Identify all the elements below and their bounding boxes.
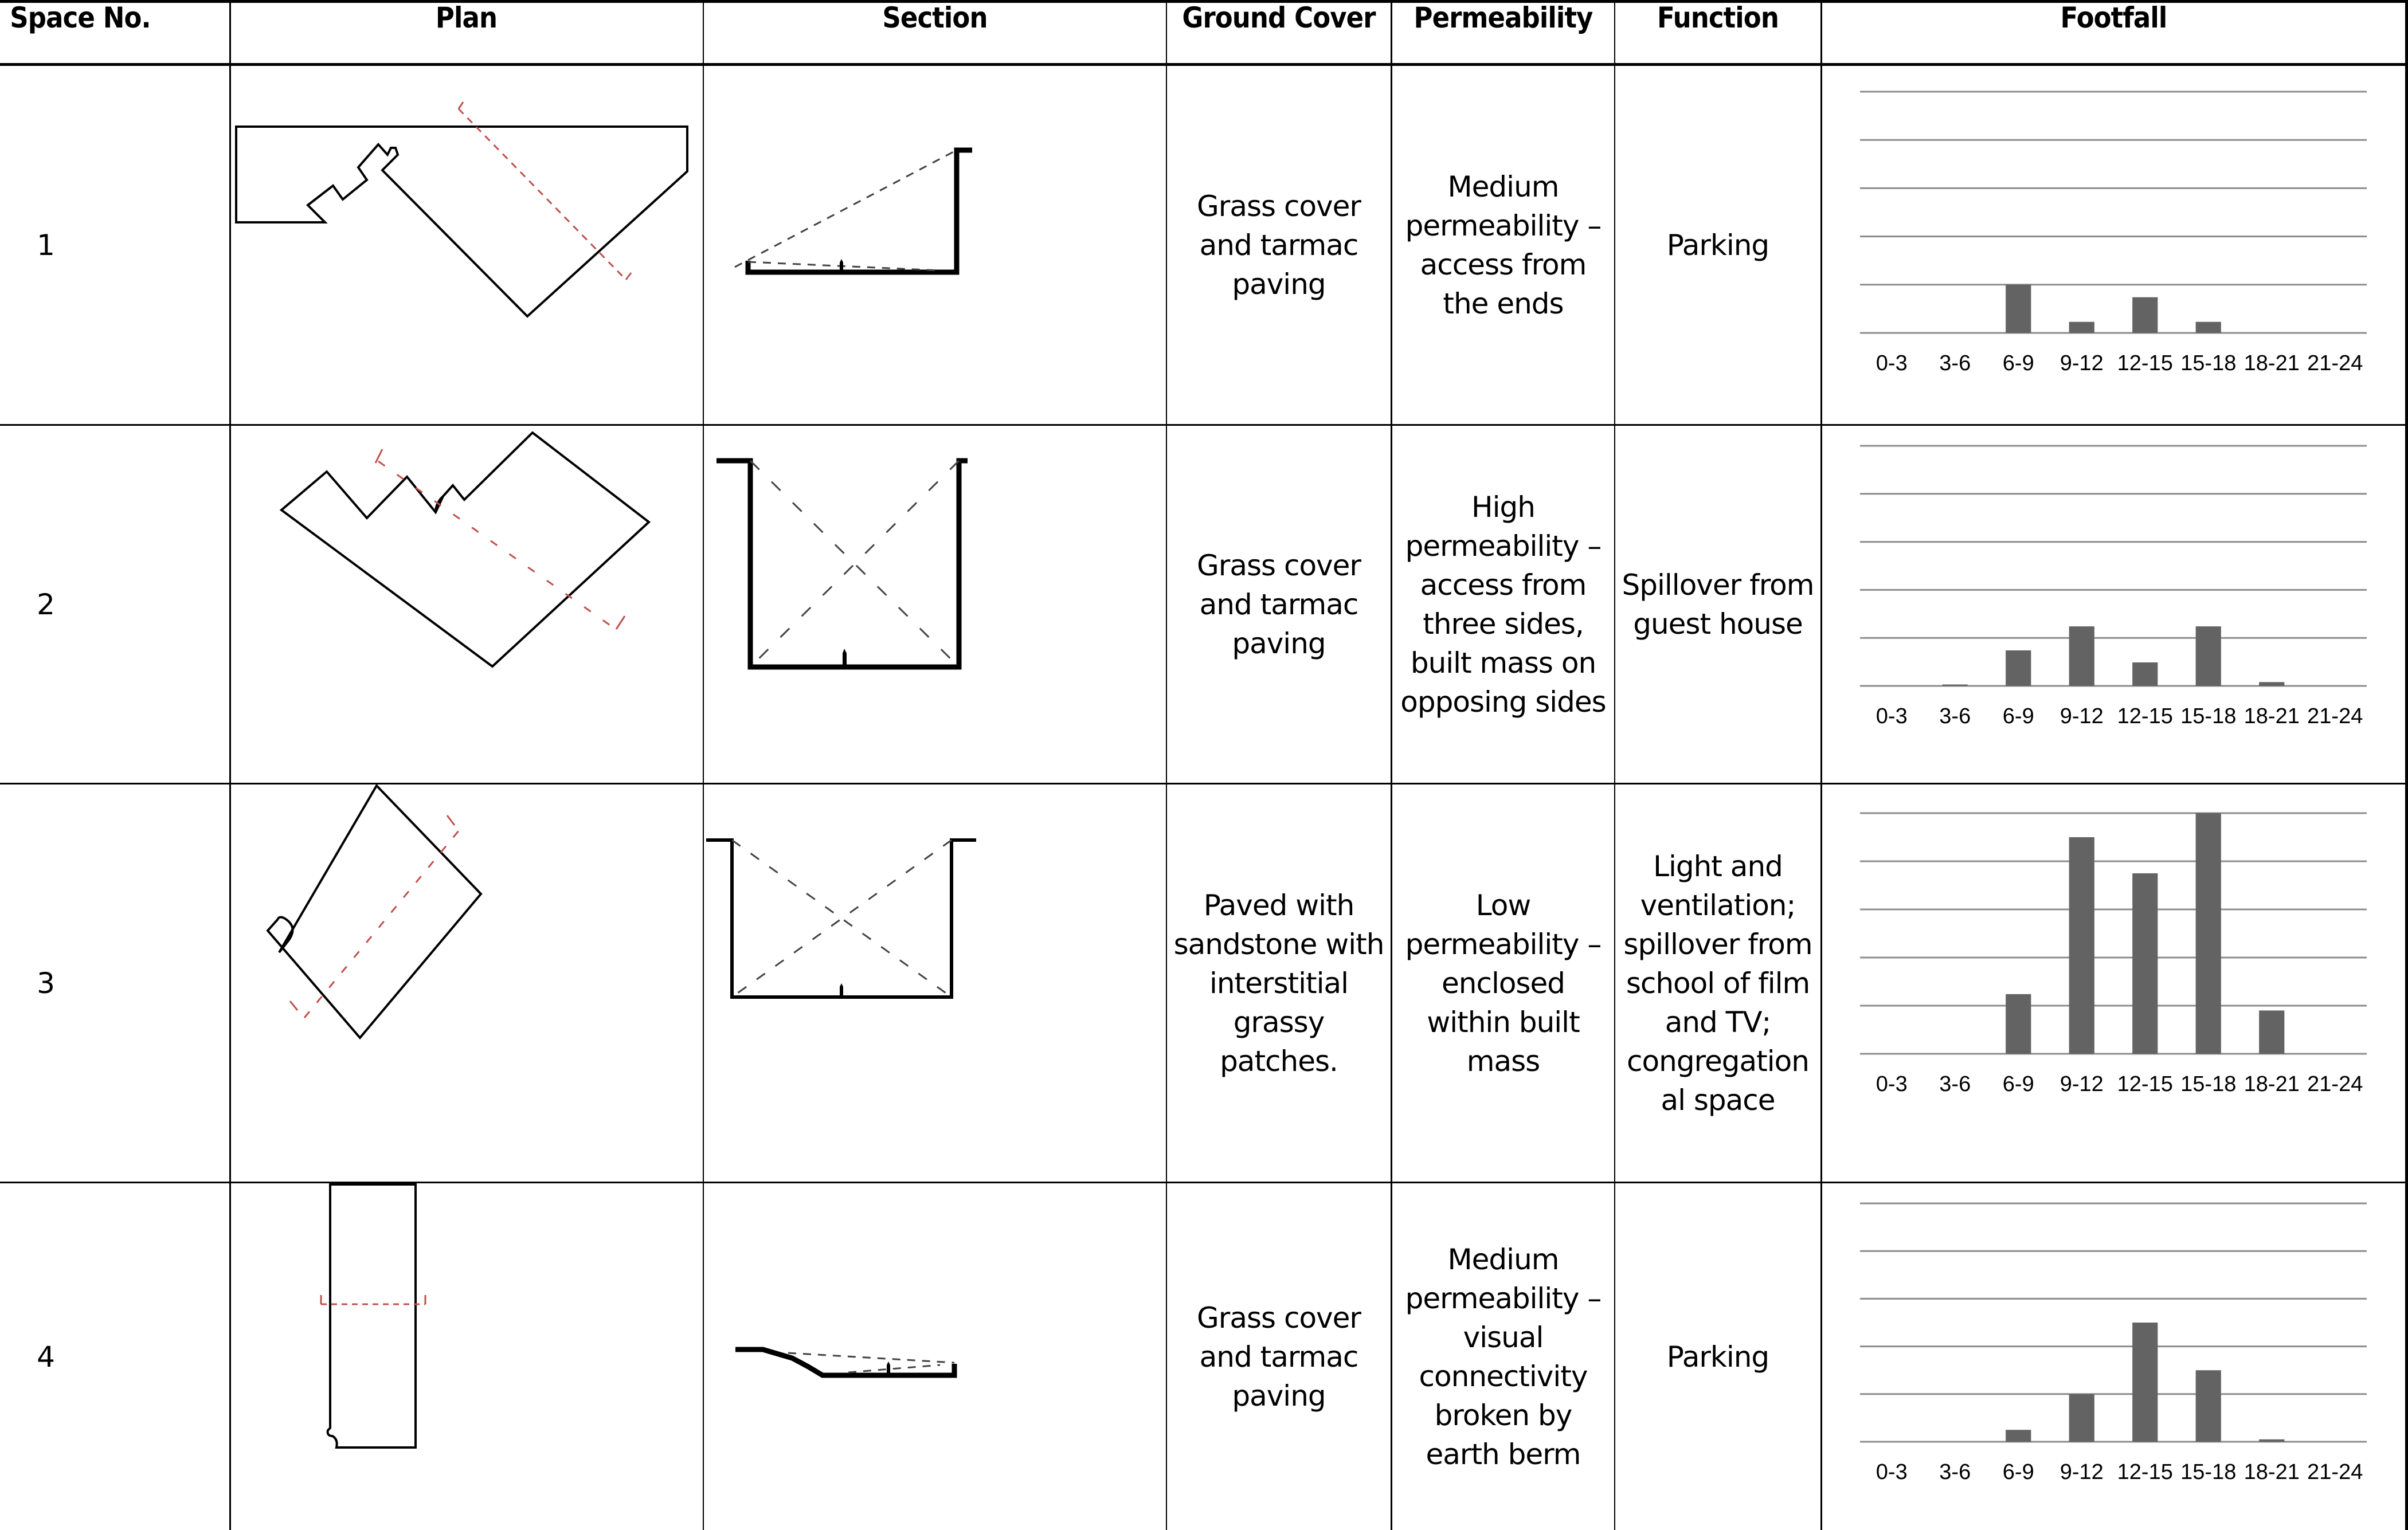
- chart-bar: [2132, 297, 2158, 333]
- text-line: opposing sides: [1400, 685, 1606, 719]
- chart-bar: [2132, 1323, 2158, 1442]
- chart-x-tick-label: 3-6: [1939, 704, 1971, 728]
- permeability-text: [1392, 1183, 1614, 1530]
- chart-bar: [2259, 682, 2284, 686]
- space-number: 3: [37, 966, 55, 1000]
- footfall-chart-space-2: [1822, 426, 2405, 783]
- chart-bar: [2069, 626, 2094, 686]
- text-line: and TV;: [1665, 1005, 1771, 1039]
- function-text: [1615, 1183, 1820, 1530]
- text-line: spillover from: [1623, 927, 1812, 961]
- text-line: earth berm: [1426, 1437, 1581, 1471]
- plan-drawing-space-4-icon: [230, 1183, 703, 1530]
- text-line: patches.: [1220, 1044, 1338, 1078]
- header-section: Section: [882, 1, 988, 34]
- ground-cover-text: [1167, 1183, 1391, 1530]
- text-line: Grass cover: [1197, 548, 1361, 582]
- ground-cover-text: [1167, 784, 1391, 1182]
- header-ground-cover: Ground Cover: [1182, 1, 1376, 34]
- table-right-border: [2405, 0, 2408, 1530]
- chart-x-tick-label: 18-21: [2243, 1460, 2300, 1484]
- text-line: mass: [1466, 1044, 1540, 1078]
- text-line: paving: [1232, 626, 1326, 660]
- chart-bar: [2006, 1430, 2031, 1442]
- chart-bar: [2069, 837, 2094, 1054]
- chart-x-tick-label: 3-6: [1939, 1072, 1971, 1096]
- chart-x-tick-label: 9-12: [2059, 704, 2104, 728]
- text-line: High: [1471, 490, 1535, 524]
- permeability-text: [1392, 426, 1614, 783]
- chart-x-tick-label: 12-15: [2117, 351, 2173, 375]
- text-line: ventilation;: [1640, 888, 1796, 922]
- header-footfall: Footfall: [2060, 1, 2167, 34]
- text-line: within built: [1427, 1005, 1580, 1039]
- chart-x-tick-label: 3-6: [1939, 1460, 1971, 1484]
- header-space-no: Space No.: [10, 1, 151, 34]
- footfall-chart-space-4: [1822, 1183, 2405, 1530]
- chart-x-tick-label: 21-24: [2307, 351, 2363, 375]
- text-line: grassy: [1233, 1005, 1325, 1039]
- text-line: broken by: [1434, 1398, 1572, 1432]
- section-drawing-space-1-icon: [704, 66, 1166, 424]
- text-line: sandstone with: [1173, 927, 1384, 961]
- plan-drawing-space-1-icon: [230, 66, 703, 424]
- chart-x-tick-label: 0-3: [1876, 1460, 1908, 1484]
- chart-bar: [2069, 322, 2094, 333]
- chart-bar: [2196, 322, 2221, 333]
- chart-x-tick-label: 18-21: [2243, 351, 2300, 375]
- text-line: interstitial: [1209, 966, 1349, 1000]
- text-line: Parking: [1666, 228, 1769, 262]
- text-line: and tarmac: [1199, 1340, 1358, 1374]
- text-line: Light and: [1653, 849, 1783, 883]
- permeability-text: [1392, 784, 1614, 1182]
- chart-x-tick-label: 6-9: [2002, 704, 2034, 728]
- function-text: [1615, 784, 1820, 1182]
- function-text: [1615, 426, 1820, 783]
- chart-x-tick-label: 0-3: [1876, 351, 1908, 375]
- text-line: Low: [1475, 888, 1531, 922]
- chart-bar: [2259, 1439, 2284, 1442]
- chart-bar: [2196, 1370, 2221, 1442]
- permeability-text: [1392, 66, 1614, 424]
- footfall-chart-space-3: [1822, 784, 2405, 1182]
- chart-bar: [2006, 994, 2031, 1054]
- chart-x-tick-label: 15-18: [2180, 351, 2237, 375]
- text-line: al space: [1661, 1083, 1775, 1117]
- text-line: permeability –: [1405, 1281, 1602, 1315]
- chart-x-tick-label: 18-21: [2243, 1072, 2300, 1096]
- person-figure-icon: [887, 1362, 890, 1375]
- text-line: Parking: [1666, 1340, 1769, 1374]
- header-permeability: Permeability: [1414, 1, 1593, 34]
- text-line: visual: [1463, 1320, 1544, 1354]
- chart-x-tick-label: 3-6: [1939, 351, 1971, 375]
- chart-bar: [2069, 1394, 2094, 1442]
- section-drawing-space-3-icon: [704, 784, 1166, 1182]
- chart-x-tick-label: 18-21: [2243, 704, 2300, 728]
- text-line: enclosed: [1442, 966, 1565, 1000]
- section-drawing-space-4-icon: [704, 1183, 1166, 1530]
- space-number: 2: [37, 587, 55, 621]
- chart-x-tick-label: 0-3: [1876, 1072, 1908, 1096]
- section-drawing-space-2-icon: [704, 426, 1166, 783]
- chart-x-tick-label: 15-18: [2180, 1072, 2237, 1096]
- chart-bar: [2196, 813, 2221, 1054]
- text-line: the ends: [1443, 287, 1564, 320]
- chart-x-tick-label: 12-15: [2117, 1072, 2173, 1096]
- text-line: access from: [1420, 568, 1587, 602]
- text-line: built mass on: [1410, 646, 1596, 680]
- person-figure-icon: [840, 259, 843, 272]
- text-line: paving: [1232, 267, 1326, 301]
- chart-x-tick-label: 6-9: [2002, 1072, 2034, 1096]
- text-line: Grass cover: [1197, 189, 1361, 223]
- chart-x-tick-label: 15-18: [2180, 1460, 2237, 1484]
- text-line: Spillover from: [1622, 568, 1814, 602]
- person-figure-icon: [840, 983, 843, 997]
- chart-bar: [2196, 626, 2221, 686]
- chart-bar: [2259, 1010, 2284, 1054]
- text-line: access from: [1420, 248, 1587, 281]
- chart-bar: [2006, 650, 2031, 686]
- text-line: permeability –: [1405, 209, 1602, 242]
- text-line: and tarmac: [1199, 587, 1358, 621]
- chart-bar: [2132, 662, 2158, 686]
- function-text: [1615, 66, 1820, 424]
- plan-drawing-space-2-icon: [230, 426, 703, 783]
- chart-x-tick-label: 6-9: [2002, 1460, 2034, 1484]
- header-plan: Plan: [435, 1, 498, 34]
- chart-x-tick-label: 12-15: [2117, 1460, 2173, 1484]
- text-line: Grass cover: [1197, 1301, 1361, 1335]
- chart-x-tick-label: 12-15: [2117, 704, 2173, 728]
- text-line: paving: [1232, 1379, 1326, 1413]
- chart-x-tick-label: 21-24: [2307, 704, 2363, 728]
- space-number: 4: [37, 1340, 55, 1374]
- chart-x-tick-label: 9-12: [2059, 351, 2104, 375]
- text-line: guest house: [1633, 607, 1803, 641]
- text-line: and tarmac: [1199, 228, 1358, 262]
- text-line: school of film: [1626, 966, 1810, 1000]
- header-function: Function: [1657, 1, 1779, 34]
- text-line: connectivity: [1419, 1359, 1588, 1393]
- text-line: congregation: [1627, 1044, 1809, 1078]
- text-line: permeability –: [1405, 529, 1602, 563]
- space-number: 1: [37, 228, 55, 262]
- ground-cover-text: [1167, 66, 1391, 424]
- chart-x-tick-label: 9-12: [2059, 1072, 2104, 1096]
- text-line: Paved with: [1203, 888, 1354, 922]
- chart-bar: [1943, 684, 1968, 686]
- chart-x-tick-label: 21-24: [2307, 1460, 2363, 1484]
- chart-x-tick-label: 21-24: [2307, 1072, 2363, 1096]
- chart-x-tick-label: 9-12: [2059, 1460, 2104, 1484]
- text-line: three sides,: [1423, 607, 1584, 641]
- chart-bar: [2132, 873, 2158, 1054]
- person-figure-icon: [843, 649, 847, 667]
- ground-cover-text: [1167, 426, 1391, 783]
- footfall-chart-space-1: [1822, 66, 2405, 424]
- text-line: Medium: [1447, 1242, 1559, 1276]
- plan-drawing-space-3-icon: [230, 784, 703, 1182]
- chart-x-tick-label: 6-9: [2002, 351, 2034, 375]
- chart-x-tick-label: 15-18: [2180, 704, 2237, 728]
- text-line: permeability –: [1405, 927, 1602, 961]
- text-line: Medium: [1447, 170, 1559, 203]
- chart-bar: [2006, 285, 2031, 333]
- chart-x-tick-label: 0-3: [1876, 704, 1908, 728]
